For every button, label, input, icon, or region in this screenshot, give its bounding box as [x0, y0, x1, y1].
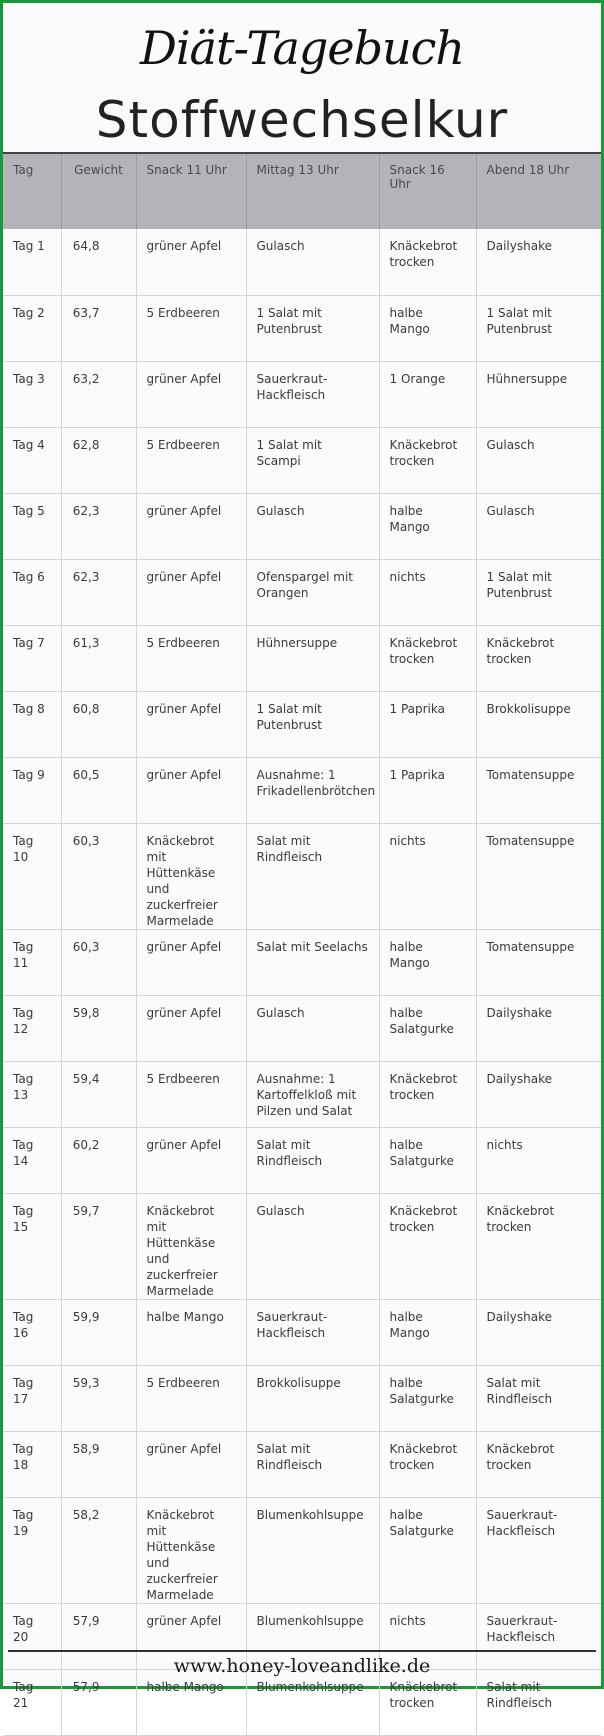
- lunch-13-cell: 1 Salat mit Putenbrust: [246, 691, 379, 757]
- weight-cell: 64,8: [61, 229, 136, 295]
- weight-cell: 60,3: [61, 823, 136, 929]
- snack-16-cell: Knäckebrot trocken: [379, 1669, 476, 1735]
- day-cell: Tag 4: [3, 427, 61, 493]
- weight-cell: 59,4: [61, 1061, 136, 1127]
- weight-cell: 63,7: [61, 295, 136, 361]
- snack-11-cell: Knäckebrot mit Hüttenkäse und zuckerfreier Marmelade: [136, 1193, 246, 1299]
- table-row: [3, 1365, 601, 1431]
- weight-cell: 60,2: [61, 1127, 136, 1193]
- table-row: [3, 1431, 601, 1497]
- dinner-18-cell: nichts: [476, 1127, 601, 1193]
- footer-website-url: www.honey-loveandlike.de: [173, 1655, 431, 1677]
- table-row: [3, 229, 601, 295]
- weight-cell: 60,8: [61, 691, 136, 757]
- weight-cell: 59,7: [61, 1193, 136, 1299]
- snack-11-cell: Knäckebrot mit Hüttenkäse und zuckerfreier Marmelade: [136, 823, 246, 929]
- lunch-13-cell: Salat mit Rindfleisch: [246, 823, 379, 929]
- lunch-13-cell: 1 Salat mit Scampi: [246, 427, 379, 493]
- dinner-18-cell: Sauerkraut-Hackfleisch: [476, 1603, 601, 1669]
- snack-16-cell: Knäckebrot trocken: [379, 229, 476, 295]
- day-cell: Tag 20: [3, 1603, 61, 1669]
- weight-cell: 61,3: [61, 625, 136, 691]
- lunch-13-cell: Sauerkraut-Hackfleisch: [246, 361, 379, 427]
- dinner-18-cell: 1 Salat mit Putenbrust: [476, 295, 601, 361]
- day-cell: Tag 14: [3, 1127, 61, 1193]
- snack-16-cell: Knäckebrot trocken: [379, 1193, 476, 1299]
- day-cell: Tag 13: [3, 1061, 61, 1127]
- day-cell: Tag 8: [3, 691, 61, 757]
- column-header-snack-16: Snack 16 Uhr: [379, 153, 476, 229]
- table-header-row: [3, 153, 601, 229]
- footer-divider: [8, 1650, 596, 1652]
- snack-11-cell: halbe Mango: [136, 1669, 246, 1735]
- snack-11-cell: grüner Apfel: [136, 1603, 246, 1669]
- day-cell: Tag 19: [3, 1497, 61, 1603]
- snack-11-cell: grüner Apfel: [136, 757, 246, 823]
- snack-16-cell: nichts: [379, 559, 476, 625]
- dinner-18-cell: Dailyshake: [476, 1299, 601, 1365]
- lunch-13-cell: 1 Salat mit Putenbrust: [246, 295, 379, 361]
- weight-cell: 57,9: [61, 1603, 136, 1669]
- snack-11-cell: halbe Mango: [136, 1299, 246, 1365]
- snack-16-cell: Knäckebrot trocken: [379, 427, 476, 493]
- weight-cell: 62,3: [61, 559, 136, 625]
- weight-cell: 60,3: [61, 929, 136, 995]
- weight-cell: 60,5: [61, 757, 136, 823]
- day-cell: Tag 2: [3, 295, 61, 361]
- lunch-13-cell: Gulasch: [246, 995, 379, 1061]
- weight-cell: 59,3: [61, 1365, 136, 1431]
- snack-11-cell: grüner Apfel: [136, 1431, 246, 1497]
- day-cell: Tag 17: [3, 1365, 61, 1431]
- diet-diary-table: [3, 152, 601, 1736]
- snack-16-cell: halbe Mango: [379, 295, 476, 361]
- day-cell: Tag 16: [3, 1299, 61, 1365]
- column-header-weight: Gewicht: [61, 153, 136, 229]
- table-row: [3, 559, 601, 625]
- day-cell: Tag 18: [3, 1431, 61, 1497]
- dinner-18-cell: Gulasch: [476, 493, 601, 559]
- table-row: [3, 1497, 601, 1603]
- lunch-13-cell: Brokkolisuppe: [246, 1365, 379, 1431]
- dinner-18-cell: Tomatensuppe: [476, 823, 601, 929]
- day-cell: Tag 10: [3, 823, 61, 929]
- table-row: [3, 625, 601, 691]
- table-row: [3, 427, 601, 493]
- dinner-18-cell: Knäckebrot trocken: [476, 1431, 601, 1497]
- table-row: [3, 295, 601, 361]
- snack-16-cell: Knäckebrot trocken: [379, 1431, 476, 1497]
- table-row: [3, 1127, 601, 1193]
- weight-cell: 58,9: [61, 1431, 136, 1497]
- day-cell: Tag 21: [3, 1669, 61, 1735]
- snack-11-cell: grüner Apfel: [136, 559, 246, 625]
- day-cell: Tag 1: [3, 229, 61, 295]
- snack-11-cell: 5 Erdbeeren: [136, 1061, 246, 1127]
- snack-11-cell: grüner Apfel: [136, 1127, 246, 1193]
- snack-16-cell: halbe Salatgurke: [379, 1127, 476, 1193]
- table-row: [3, 1061, 601, 1127]
- lunch-13-cell: Ausnahme: 1 Kartoffelkloß mit Pilzen und Salat: [246, 1061, 379, 1127]
- snack-11-cell: 5 Erdbeeren: [136, 295, 246, 361]
- dinner-18-cell: Dailyshake: [476, 995, 601, 1061]
- lunch-13-cell: Blumenkohlsuppe: [246, 1497, 379, 1603]
- snack-16-cell: 1 Paprika: [379, 757, 476, 823]
- table-body: [3, 229, 601, 1735]
- weight-cell: 62,3: [61, 493, 136, 559]
- table-row: [3, 1669, 601, 1735]
- weight-cell: 63,2: [61, 361, 136, 427]
- table-row: [3, 361, 601, 427]
- snack-11-cell: 5 Erdbeeren: [136, 1365, 246, 1431]
- table-row: [3, 757, 601, 823]
- snack-16-cell: Knäckebrot trocken: [379, 625, 476, 691]
- lunch-13-cell: Gulasch: [246, 1193, 379, 1299]
- lunch-13-cell: Ofenspargel mit Orangen: [246, 559, 379, 625]
- lunch-13-cell: Gulasch: [246, 493, 379, 559]
- snack-16-cell: halbe Mango: [379, 929, 476, 995]
- snack-11-cell: grüner Apfel: [136, 929, 246, 995]
- lunch-13-cell: Blumenkohlsuppe: [246, 1603, 379, 1669]
- day-cell: Tag 6: [3, 559, 61, 625]
- table-row: [3, 995, 601, 1061]
- table-row: [3, 1193, 601, 1299]
- day-cell: Tag 12: [3, 995, 61, 1061]
- day-cell: Tag 3: [3, 361, 61, 427]
- dinner-18-cell: Salat mit Rindfleisch: [476, 1669, 601, 1735]
- snack-16-cell: nichts: [379, 1603, 476, 1669]
- snack-11-cell: grüner Apfel: [136, 361, 246, 427]
- snack-16-cell: halbe Salatgurke: [379, 1497, 476, 1603]
- table-row: [3, 493, 601, 559]
- lunch-13-cell: Blumenkohlsuppe: [246, 1669, 379, 1735]
- snack-16-cell: halbe Mango: [379, 1299, 476, 1365]
- day-cell: Tag 11: [3, 929, 61, 995]
- snack-11-cell: grüner Apfel: [136, 493, 246, 559]
- lunch-13-cell: Salat mit Seelachs: [246, 929, 379, 995]
- dinner-18-cell: Knäckebrot trocken: [476, 625, 601, 691]
- dinner-18-cell: Sauerkraut-Hackfleisch: [476, 1497, 601, 1603]
- column-header-day: Tag: [3, 153, 61, 229]
- snack-16-cell: halbe Salatgurke: [379, 1365, 476, 1431]
- snack-11-cell: 5 Erdbeeren: [136, 625, 246, 691]
- lunch-13-cell: Gulasch: [246, 229, 379, 295]
- diary-subtitle: Stoffwechselkur: [95, 91, 509, 149]
- dinner-18-cell: Dailyshake: [476, 229, 601, 295]
- snack-11-cell: grüner Apfel: [136, 229, 246, 295]
- column-header-lunch-13: Mittag 13 Uhr: [246, 153, 379, 229]
- dinner-18-cell: Hühnersuppe: [476, 361, 601, 427]
- snack-11-cell: Knäckebrot mit Hüttenkäse und zuckerfreier Marmelade: [136, 1497, 246, 1603]
- day-cell: Tag 7: [3, 625, 61, 691]
- column-header-snack-11: Snack 11 Uhr: [136, 153, 246, 229]
- lunch-13-cell: Salat mit Rindfleisch: [246, 1431, 379, 1497]
- dinner-18-cell: Tomatensuppe: [476, 929, 601, 995]
- table-row: [3, 929, 601, 995]
- table-row: [3, 1299, 601, 1365]
- weight-cell: 57,9: [61, 1669, 136, 1735]
- dinner-18-cell: Knäckebrot trocken: [476, 1193, 601, 1299]
- table-row: [3, 691, 601, 757]
- table-row: [3, 823, 601, 929]
- day-cell: Tag 5: [3, 493, 61, 559]
- lunch-13-cell: Salat mit Rindfleisch: [246, 1127, 379, 1193]
- weight-cell: 62,8: [61, 427, 136, 493]
- day-cell: Tag 9: [3, 757, 61, 823]
- dinner-18-cell: Brokkolisuppe: [476, 691, 601, 757]
- weight-cell: 58,2: [61, 1497, 136, 1603]
- lunch-13-cell: Ausnahme: 1 Frikadellenbrötchen: [246, 757, 379, 823]
- weight-cell: 59,8: [61, 995, 136, 1061]
- snack-16-cell: halbe Salatgurke: [379, 995, 476, 1061]
- diary-title: Diät-Tagebuch: [139, 21, 465, 75]
- snack-11-cell: grüner Apfel: [136, 995, 246, 1061]
- snack-16-cell: halbe Mango: [379, 493, 476, 559]
- dinner-18-cell: 1 Salat mit Putenbrust: [476, 559, 601, 625]
- column-header-dinner-18: Abend 18 Uhr: [476, 153, 601, 229]
- snack-11-cell: 5 Erdbeeren: [136, 427, 246, 493]
- snack-16-cell: 1 Orange: [379, 361, 476, 427]
- dinner-18-cell: Salat mit Rindfleisch: [476, 1365, 601, 1431]
- snack-16-cell: Knäckebrot trocken: [379, 1061, 476, 1127]
- snack-16-cell: nichts: [379, 823, 476, 929]
- lunch-13-cell: Sauerkraut-Hackfleisch: [246, 1299, 379, 1365]
- lunch-13-cell: Hühnersuppe: [246, 625, 379, 691]
- dinner-18-cell: Gulasch: [476, 427, 601, 493]
- day-cell: Tag 15: [3, 1193, 61, 1299]
- snack-16-cell: 1 Paprika: [379, 691, 476, 757]
- dinner-18-cell: Dailyshake: [476, 1061, 601, 1127]
- weight-cell: 59,9: [61, 1299, 136, 1365]
- dinner-18-cell: Tomatensuppe: [476, 757, 601, 823]
- snack-11-cell: grüner Apfel: [136, 691, 246, 757]
